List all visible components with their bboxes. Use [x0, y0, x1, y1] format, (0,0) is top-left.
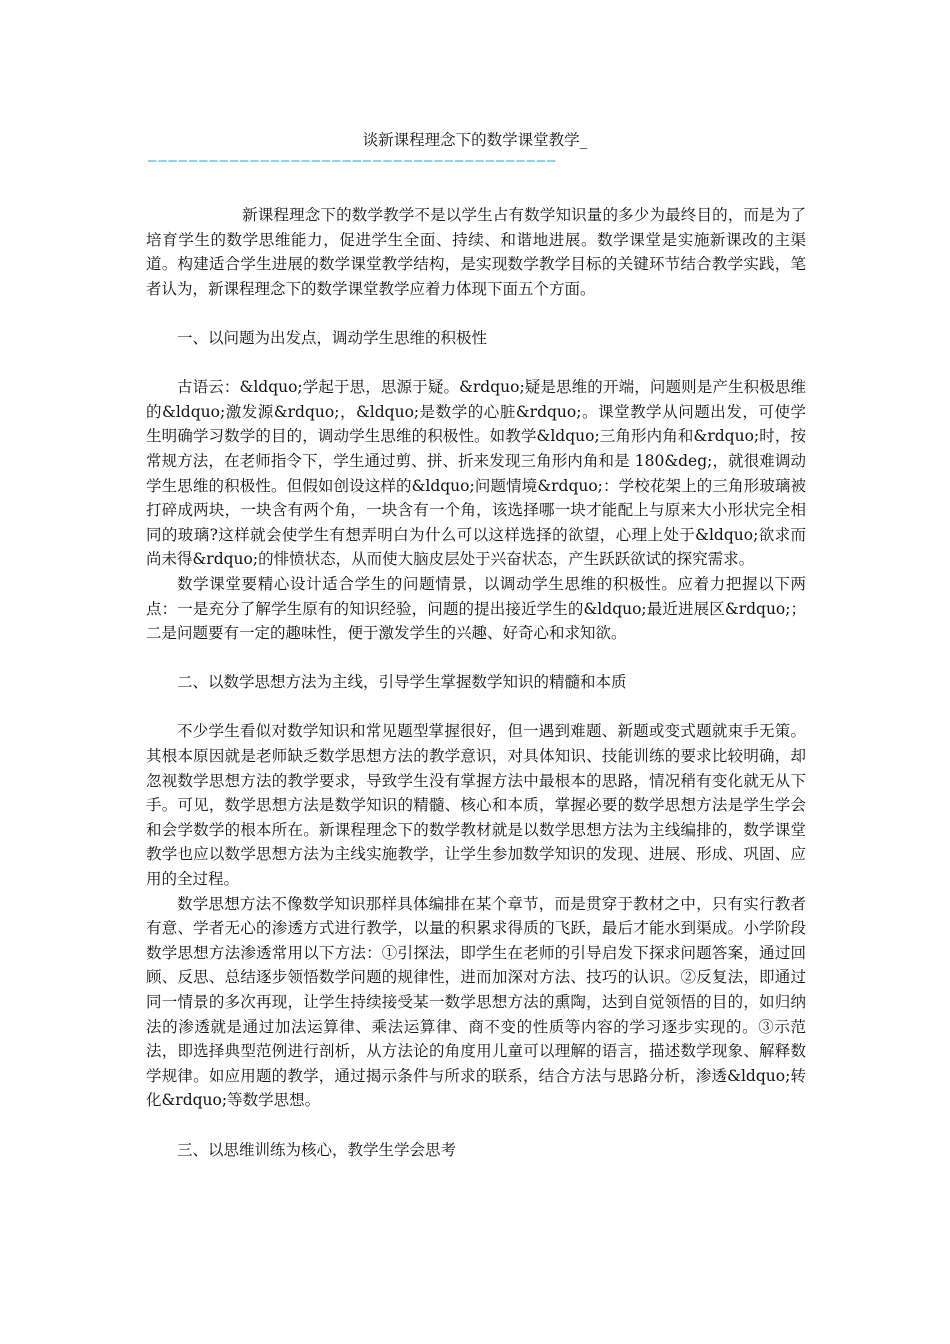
- section-1-paragraph: 数学课堂要精心设计适合学生的问题情景，以调动学生思维的积极性。应着力把握以下两点：一是充分了解学生原有的知识经验，问题的提出接近学生的&ldquo;最近进展区&rdquo;；二是问题要有一定的趣味性，便于激发学生的兴趣、好奇心和求知欲。: [146, 574, 806, 643]
- spacer: [146, 301, 806, 326]
- spacer: [146, 646, 806, 671]
- section-2-paragraph: 不少学生看似对数学知识和常见题型掌握很好，但一遇到难题、新题或变式题就束手无策。其根本原因就是老师缺乏数学思想方法的教学意识，对具体知识、技能训练的要求比较明确，却忽视数学思想方法的教学要求，导致学生没有掌握方法中最根本的思路，情况稍有变化就无从下手。可见，数学思想方法是数学知识的精髓、核心和本质，掌握必要的数学思想方法是学生学会和会学数学的根本所在。新课程理念下的数学教材就是以数学思想方法为主线编排的，数学课堂教学也应以数学思想方法为主线实施教学，让学生参加数学知识的发现、进展、形成、巩固、应用的全过程。: [146, 722, 806, 889]
- spacer: [146, 1113, 806, 1138]
- section-1-paragraph: 古语云：&ldquo;学起于思，思源于疑。&rdquo;疑是思维的开端，问题则是产生积极思维的&ldquo;激发源&rdquo;，&ldquo;是数学的心脏&rdquo;。课堂教学从问题出发，可使学生明确学习数学的目的，调动学生思维的积极性。如教学&ldquo;三角形内角和&rdquo;时，按常规方法，在老师指令下，学生通过剪、拼、折来发现三角形内角和是 180&deg;，就很难调动学生思维的积极性。但假如创设这样的&ldquo;问题情境&rdquo;：学校花架上的三角形玻璃被打碎成两块，一块含有两个角，一块含有一个角，该选择哪一块才能配上与原来大小形状完全相同的玻璃?这样就会使学生有想弄明白为什么可以这样选择的欲望，心理上处于&ldquo;欲求而尚未得&rdquo;的悱愤状态，从而使大脑皮层处于兴奋状态，产生跃跃欲试的探究需求。: [146, 378, 806, 569]
- document-body: [146, 203, 806, 1162]
- section-2-heading: 二、以数学思想方法为主线，引导学生掌握数学知识的精髓和本质: [177, 673, 627, 692]
- section-2-paragraph: 数学思想方法不像数学知识那样具体编排在某个章节，而是贯穿于教材之中，只有实行教者有意、学者无心的渗透方式进行教学，以量的积累求得质的飞跃，最后才能水到渠成。小学阶段数学思想方法渗透常用以下方法：①引探法，即学生在老师的引导启发下探求问题答案，通过回顾、反思、总结逐步领悟数学问题的规律性，进而加深对方法、技巧的认识。②反复法，即通过同一情景的多次再现，让学生持续接受某一数学思想方法的熏陶，达到自觉领悟的目的，如归纳法的渗透就是通过加法运算律、乘法运算律、商不变的性质等内容的学习逐步实现的。③示范法，即选择典型范例进行剖析，从方法论的角度用儿童可以理解的语言，描述数学现象、解释数学规律。如应用题的教学，通过揭示条件与所求的联系，结合方法与思路分析，渗透&ldquo;转化&rdquo;等数学思想。: [146, 894, 806, 1110]
- spacer: [146, 695, 806, 720]
- section-3-heading: 三、以思维训练为核心，教学生学会思考: [177, 1140, 457, 1159]
- spacer: [146, 351, 806, 376]
- section-1-heading: 一、以问题为出发点，调动学生思维的积极性: [177, 328, 488, 347]
- intro-paragraph: 新课程理念下的数学教学不是以学生占有数学知识量的多少为最终目的，而是为了培育学生的数学思维能力，促进学生全面、持续、和谐地进展。数学课堂是实施新课改的主渠道。构建适合学生进展的数学课堂教学结构，是实现数学教学目标的关键环节结合教学实践，笔者认为，新课程理念下的数学课堂教学应着力体现下面五个方面。: [146, 206, 806, 298]
- title-divider: ————————————————————————————————————————: [148, 153, 558, 169]
- document-title: 谈新课程理念下的数学课堂教学_: [362, 131, 588, 149]
